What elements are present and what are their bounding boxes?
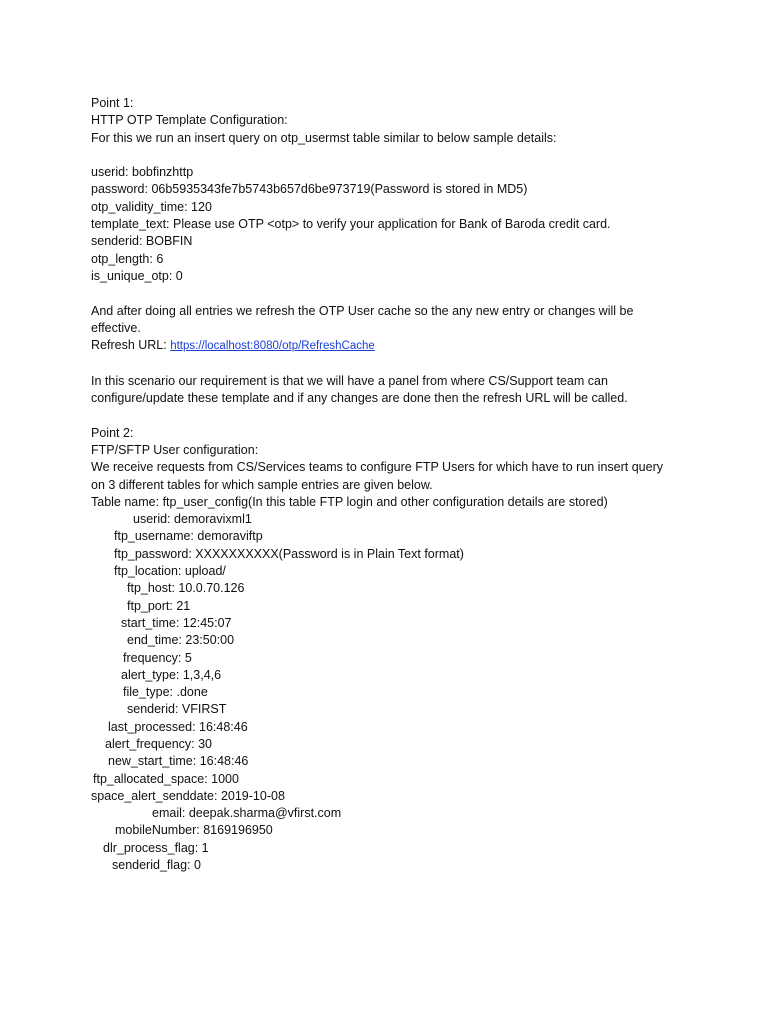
spacer (91, 355, 711, 372)
point1-intro: For this we run an insert query on otp_usermst table similar to below sample details: (91, 130, 557, 145)
otp-field-validity: otp_validity_time: 120 (91, 199, 212, 214)
refresh-url-line (91, 337, 711, 355)
ftp-field-port: ftp_port: 21 (127, 598, 191, 613)
refresh-url-label: Refresh URL: (91, 338, 167, 353)
scenario-line-2: configure/update these template and if any changes are done then the refresh URL will be called. (91, 391, 628, 406)
ftp-field-mobile-number: mobileNumber: 8169196950 (115, 823, 273, 838)
ftp-field-userid: userid: demoravixml1 (133, 512, 252, 527)
table-name-line: Table name: ftp_user_config(In this table FTP login and other configuration details are stored) (91, 494, 608, 509)
ftp-field-location: ftp_location: upload/ (114, 564, 226, 579)
ftp-field-alert-frequency: alert_frequency: 30 (105, 736, 213, 751)
otp-field-length: otp_length: 6 (91, 251, 164, 266)
point2-intro-line-2: on 3 different tables for which sample entries are given below. (91, 477, 433, 492)
ftp-field-dlr-process-flag: dlr_process_flag: 1 (103, 840, 209, 855)
ftp-config-fields (91, 511, 711, 874)
otp-field-template-text: template_text: Please use OTP <otp> to verify your application for Bank of Baroda credit card. (91, 217, 611, 232)
point2-intro-line-1: We receive requests from CS/Services teams to configure FTP Users for which have to run insert query (91, 460, 663, 475)
otp-field-senderid: senderid: BOBFIN (91, 234, 193, 249)
refresh-note-line-1: And after doing all entries we refresh the OTP User cache so the any new entry or changes will be (91, 303, 634, 318)
ftp-field-new-start-time: new_start_time: 16:48:46 (108, 754, 249, 769)
refresh-url-link[interactable]: https://localhost:8080/otp/RefreshCache (170, 340, 375, 353)
scenario-line-1: In this scenario our requirement is that we will have a panel from where CS/Support team can (91, 373, 608, 388)
ftp-field-senderid: senderid: VFIRST (127, 702, 227, 717)
ftp-field-file-type: file_type: .done (123, 685, 208, 700)
spacer (91, 147, 711, 164)
point2-heading: Point 2: (91, 425, 134, 440)
otp-field-unique: is_unique_otp: 0 (91, 268, 183, 283)
ftp-field-alert-type: alert_type: 1,3,4,6 (121, 667, 222, 682)
ftp-field-email: email: deepak.sharma@vfirst.com (152, 806, 342, 821)
ftp-field-space-alert-senddate: space_alert_senddate: 2019-10-08 (91, 788, 285, 803)
document-page (91, 95, 711, 874)
ftp-field-host: ftp_host: 10.0.70.126 (127, 581, 245, 596)
spacer (91, 285, 711, 302)
point2-subheading: FTP/SFTP User configuration: (91, 442, 259, 457)
otp-field-password: password: 06b5935343fe7b5743b657d6be973719(Password is stored in MD5) (91, 182, 528, 197)
point1-heading: Point 1: (91, 96, 134, 110)
ftp-field-start-time: start_time: 12:45:07 (121, 615, 232, 630)
ftp-field-senderid-flag: senderid_flag: 0 (112, 858, 201, 873)
ftp-field-password: ftp_password: XXXXXXXXXX(Password is in Plain Text format) (114, 546, 464, 561)
otp-field-userid: userid: bobfinzhttp (91, 165, 194, 180)
ftp-field-username: ftp_username: demoraviftp (114, 529, 263, 544)
ftp-field-frequency: frequency: 5 (123, 650, 192, 665)
point1-subheading: HTTP OTP Template Configuration: (91, 113, 288, 128)
ftp-field-allocated-space: ftp_allocated_space: 1000 (93, 771, 239, 786)
refresh-note-line-2: effective. (91, 320, 141, 335)
ftp-field-end-time: end_time: 23:50:00 (127, 633, 235, 648)
ftp-field-last-processed: last_processed: 16:48:46 (108, 719, 248, 734)
spacer (91, 407, 711, 424)
